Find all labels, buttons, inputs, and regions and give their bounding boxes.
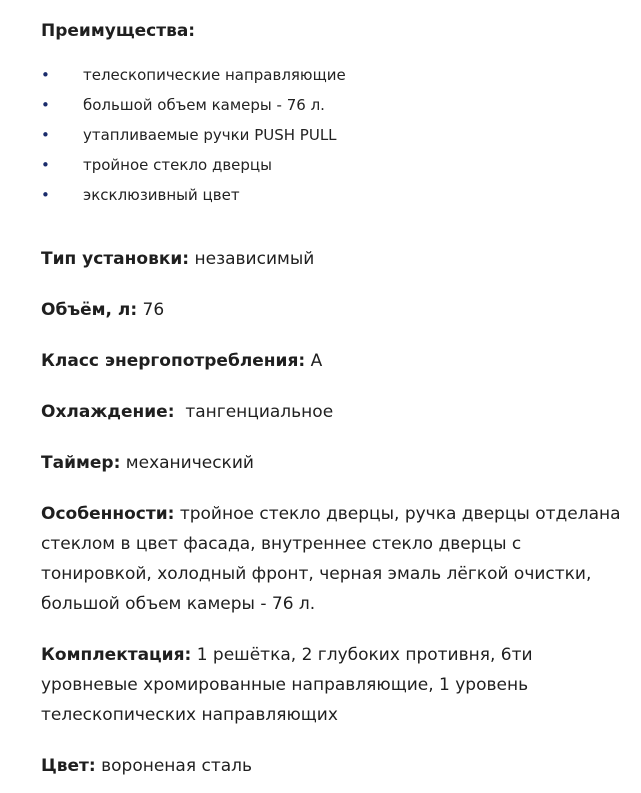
property-label: Объём, л: <box>41 300 138 320</box>
bullet-icon: • <box>41 66 50 84</box>
list-item-text: тройное стекло дверцы <box>83 156 272 174</box>
list-item-text: эксклюзивный цвет <box>83 186 240 204</box>
list-item <box>41 120 633 150</box>
bullet-icon: • <box>41 96 50 114</box>
property-value: A <box>305 351 323 371</box>
property-value: механический <box>120 453 254 473</box>
list-item-text: утапливаемые ручки PUSH PULL <box>83 126 337 144</box>
property-label: Таймер: <box>41 453 121 473</box>
property-value: вороненая сталь <box>95 756 253 776</box>
advantages-list <box>41 60 633 210</box>
property-color <box>41 751 633 781</box>
property-cooling <box>41 397 633 427</box>
property-energy-class <box>41 346 633 376</box>
property-features <box>41 499 633 619</box>
property-label: Особенности: <box>41 504 175 524</box>
list-item <box>41 90 633 120</box>
property-label: Охлаждение: <box>41 402 175 422</box>
list-item <box>41 180 633 210</box>
property-value: тройное стекло дверцы, ручка дверцы отделана стеклом в цвет фасада, внутреннее стекло дверцы с тонировкой, холодный фронт, черная эмаль лёгкой очистки, большой объем камеры - 76 л. <box>41 504 621 614</box>
advantages-heading: Преимущества: <box>41 21 196 41</box>
property-value: 1 решётка, 2 глубоких противня, 6ти уровневые хромированные направляющие, 1 уровень телескопических направляющих <box>41 645 533 725</box>
bullet-icon: • <box>41 186 50 204</box>
property-label: Класс энергопотребления: <box>41 351 306 371</box>
property-value: 76 <box>137 300 165 320</box>
bullet-icon: • <box>41 126 50 144</box>
bullet-icon: • <box>41 156 50 174</box>
list-item <box>41 60 633 90</box>
property-value: независимый <box>189 249 315 269</box>
property-timer <box>41 448 633 478</box>
property-label: Комплектация: <box>41 645 192 665</box>
property-volume <box>41 295 633 325</box>
list-item <box>41 150 633 180</box>
list-item-text: большой объем камеры - 76 л. <box>83 96 325 114</box>
product-specs <box>41 18 633 781</box>
property-package <box>41 640 633 730</box>
property-installation-type <box>41 244 633 274</box>
property-label: Тип установки: <box>41 249 190 269</box>
property-label: Цвет: <box>41 756 96 776</box>
list-item-text: телескопические направляющие <box>83 66 346 84</box>
property-value: тангенциальное <box>174 402 334 422</box>
